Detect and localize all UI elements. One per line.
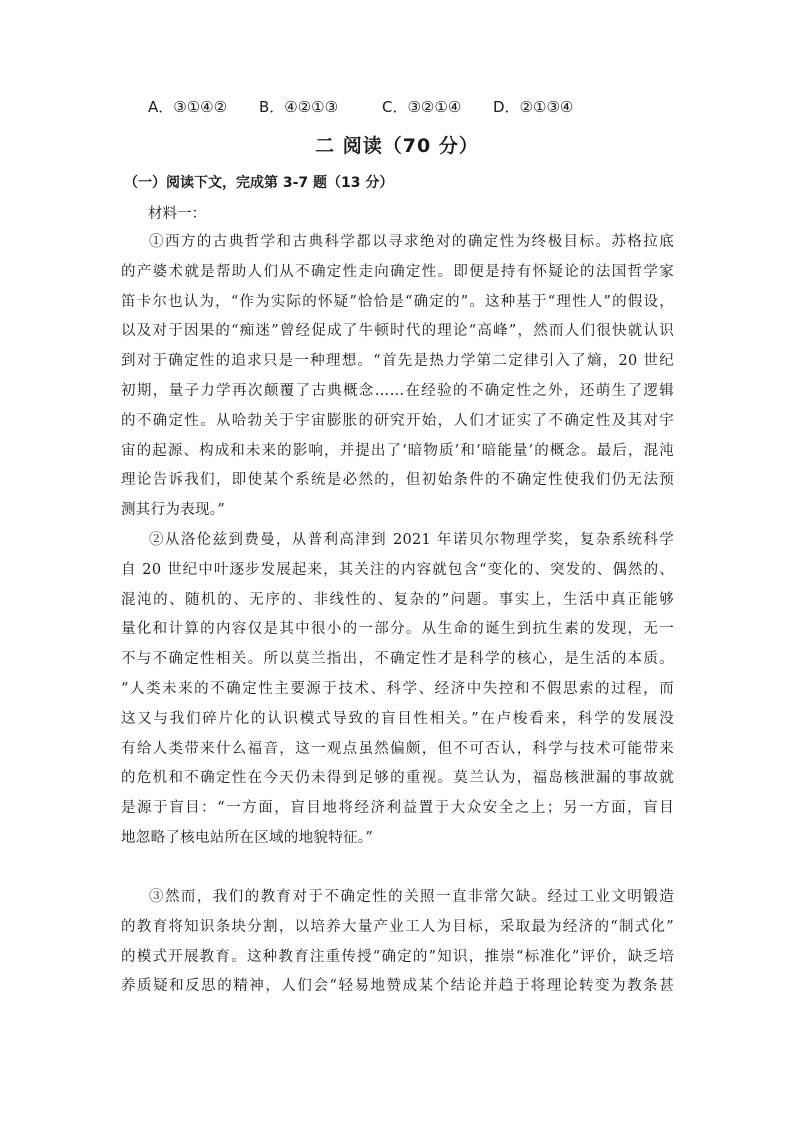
paragraph-line: “人类未来的不确定性主要源于技术、科学、经济中失控和不假思索的过程，而 xyxy=(121,680,674,697)
option-b: B．④②①③ xyxy=(259,98,339,116)
paragraph-line: 养质疑和反思的精神，人们会“轻易地赞成某个结论并趋于将理论转变为教条甚 xyxy=(121,978,674,995)
paragraph-line: ②从洛伦兹到费曼，从普利高津到 2021 年诺贝尔物理学奖，复杂系统科学 xyxy=(149,532,674,548)
paragraph-line: 混沌的、随机的、无序的、非线性的、复杂的”问题。事实上，生活中真正能够 xyxy=(121,591,674,608)
paragraph-line: 的教育将知识条块分割，以培养大量产业工人为目标，采取最为经济的“制式化” xyxy=(121,918,674,935)
option-c: C．③②①④ xyxy=(382,98,462,116)
paragraph-line: 宙的起源、构成和未来的影响，并提出了‘暗物质’和‘暗能量’的概念。最后，混沌 xyxy=(121,442,674,459)
paragraph-line: 的模式开展教育。这种教育注重传授“确定的”知识，推崇“标准化”评价，缺乏培 xyxy=(121,948,674,965)
paragraph-line: 的不确定性。从哈勃关于宇宙膨胀的研究开始，人们才证实了不确定性及其对宇 xyxy=(121,412,674,429)
material-label: 材料一： xyxy=(148,206,206,222)
paragraph-line: 以及对于因果的“痴迷”曾经促成了牛顿时代的理论“高峰”，然而人们很快就认识 xyxy=(121,323,674,340)
paragraph-line: 这又与我们碎片化的认识模式导致的盲目性相关。”在卢梭看来，科学的发展没 xyxy=(121,710,674,727)
part-title: （一）阅读下文，完成第 3-7 题（13 分） xyxy=(124,175,394,191)
paragraph-line: ①西方的古典哲学和古典科学都以寻求绝对的确定性为终极目标。苏格拉底 xyxy=(149,234,674,250)
paragraph-line: 自 20 世纪中叶逐步发展起来，其关注的内容就包含“变化的、突发的、偶然的、 xyxy=(121,561,674,578)
paragraph-line: 的产婆术就是帮助人们从不确定性走向确定性。即便是持有怀疑论的法国哲学家 xyxy=(121,263,674,280)
paragraph-3 xyxy=(121,883,674,1002)
paragraph-1 xyxy=(121,228,674,526)
paragraph-line: 是源于盲目：“一方面，盲目地将经济利益置于大众安全之上；另一方面，盲目 xyxy=(121,800,674,817)
paragraph-line: 有给人类带来什么福音，这一观点虽然偏颇，但不可否认，科学与技术可能带来 xyxy=(121,740,674,757)
option-d: D．②①③④ xyxy=(493,98,574,116)
paragraph-line: 测其行为表现。” xyxy=(121,502,226,519)
section-title: 二 阅读（70 分） xyxy=(315,135,479,157)
option-a: A．③①④② xyxy=(148,98,228,116)
paragraph-line: 理论告诉我们，即使某个系统是必然的，但初始条件的不确定性使我们仍无法预 xyxy=(121,472,674,489)
paragraph-line: 不与不确定性相关。所以莫兰指出，不确定性才是科学的核心，是生活的本质。 xyxy=(121,651,674,668)
paragraph-2 xyxy=(121,526,674,854)
paragraph-line: 笛卡尔也认为，“作为实际的怀疑”恰恰是“确定的”。这种基于“理性人”的假设， xyxy=(121,293,674,310)
paragraph-line: ③然而，我们的教育对于不确定性的关照一直非常欠缺。经过工业文明锻造 xyxy=(149,889,674,905)
paragraph-line: 的危机和不确定性在今天仍未得到足够的重视。莫兰认为，福岛核泄漏的事故就 xyxy=(121,770,674,787)
paragraph-line: 初期，量子力学再次颠覆了古典概念……在经验的不确定性之外，还萌生了逻辑 xyxy=(121,382,674,399)
paragraph-line: 到对于确定性的追求只是一种理想。“首先是热力学第二定律引入了熵，20 世纪 xyxy=(121,353,674,370)
paragraph-line: 量化和计算的内容仅是其中很小的一部分。从生命的诞生到抗生素的发现，无一 xyxy=(121,621,674,638)
paragraph-line: 地忽略了核电站所在区域的地貌特征。” xyxy=(121,829,374,846)
